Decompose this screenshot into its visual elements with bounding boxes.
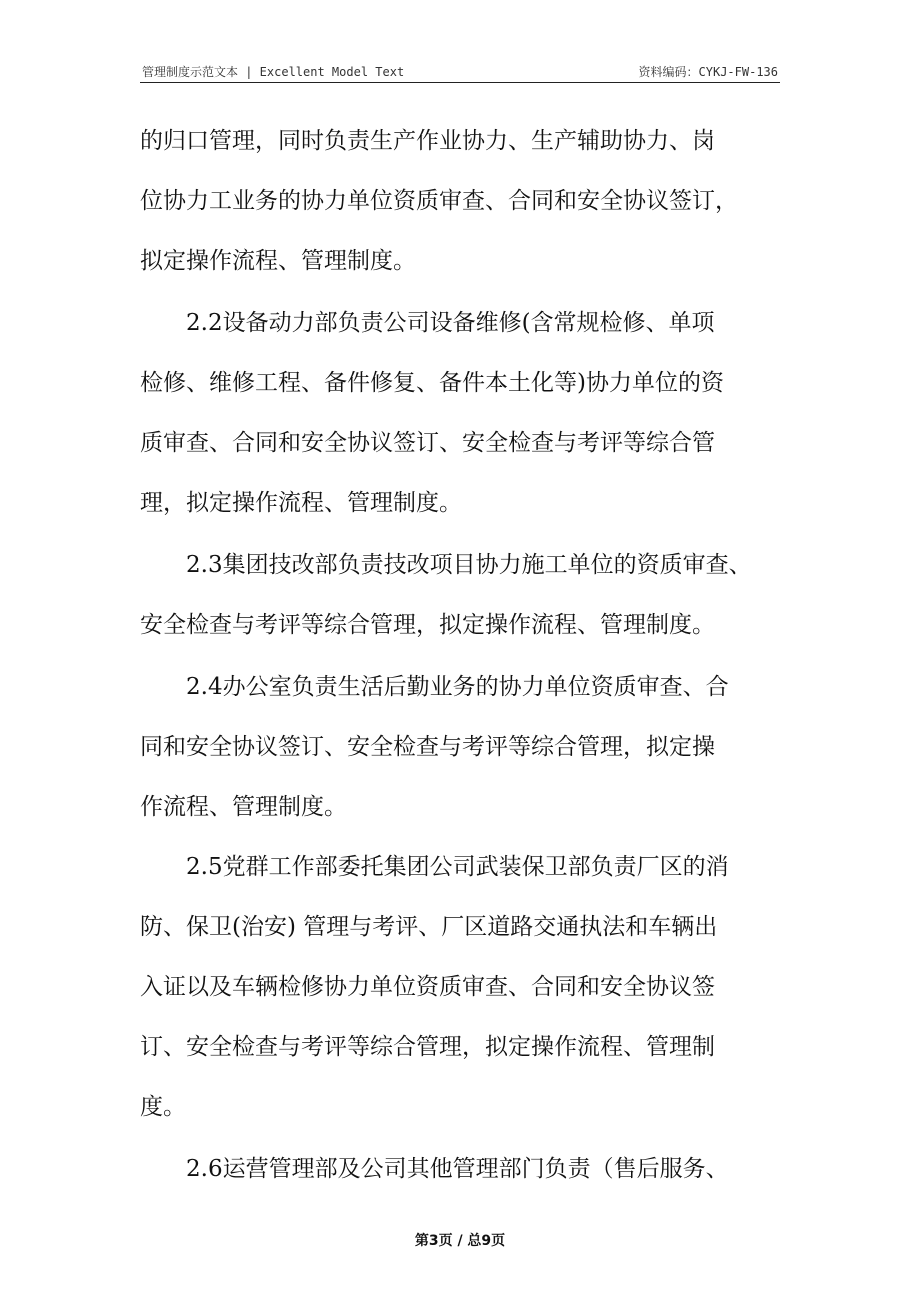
- text-line: 订、安全检查与考评等综合管理，拟定操作流程、管理制: [140, 1034, 715, 1060]
- text-line: 拟定操作流程、管理制度。: [140, 248, 416, 274]
- text-line: 质审查、合同和安全协议签订、安全检查与考评等综合管: [140, 430, 715, 456]
- text-line: 的归口管理，同时负责生产作业协力、生产辅助协力、岗: [140, 128, 715, 154]
- page-header: [140, 60, 780, 83]
- text-line: 2.5党群工作部委托集团公司武装保卫部负责厂区的消: [140, 854, 729, 880]
- text-line: 作流程、管理制度。: [140, 794, 347, 820]
- page-number: 第3页 / 总9页: [414, 1233, 506, 1249]
- text-line: 2.2设备动力部负责公司设备维修(含常规检修、单项: [140, 310, 715, 336]
- header-title: 管理制度示范文本 | Excellent Model Text: [142, 65, 405, 79]
- text-line: 度。: [140, 1094, 186, 1120]
- text-line: 防、保卫(治安) 管理与考评、厂区道路交通执法和车辆出: [140, 914, 718, 940]
- text-line: 位协力工业务的协力单位资质审查、合同和安全协议签订，: [140, 188, 738, 214]
- text-line: 2.3集团技改部负责技改项目协力施工单位的资质审查、: [140, 552, 752, 578]
- text-line: 安全检查与考评等综合管理，拟定操作流程、管理制度。: [140, 612, 715, 638]
- document-code: 资料编码：CYKJ-FW-136: [638, 65, 778, 79]
- text-line: 2.6运营管理部及公司其他管理部门负责（售后服务、: [140, 1156, 729, 1182]
- text-line: 检修、维修工程、备件修复、备件本土化等)协力单位的资: [140, 370, 724, 396]
- text-line: 入证以及车辆检修协力单位资质审查、合同和安全协议签: [140, 974, 715, 1000]
- text-line: 2.4办公室负责生活后勤业务的协力单位资质审查、合: [140, 674, 729, 700]
- text-line: 理，拟定操作流程、管理制度。: [140, 490, 462, 516]
- text-line: 同和安全协议签订、安全检查与考评等综合管理，拟定操: [140, 734, 715, 760]
